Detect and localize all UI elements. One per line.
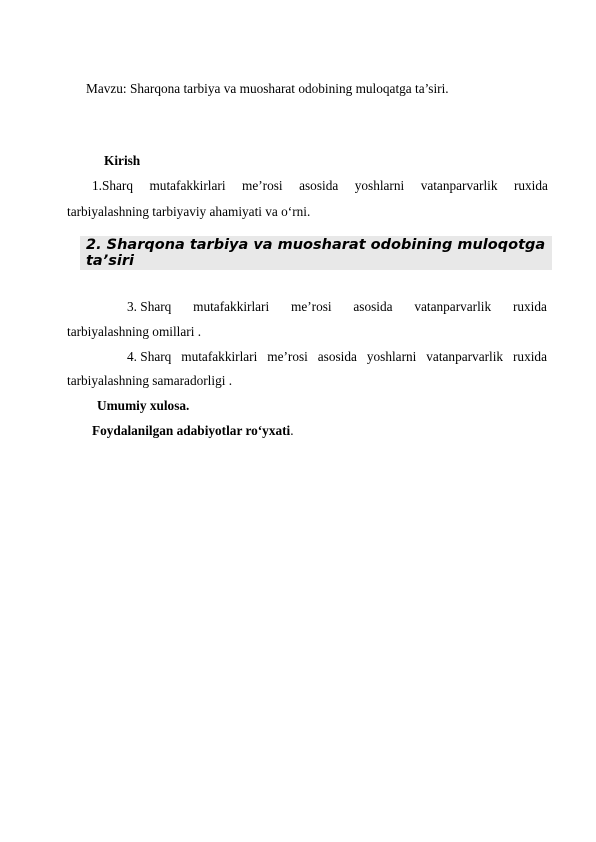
item-4-word: asosida [317, 349, 357, 364]
item-1-word: asosida [299, 178, 339, 193]
item-1-word: vatanparvarlik [420, 178, 498, 193]
item-4-word: me’rosi [267, 349, 308, 364]
item-1-word: ruxida [513, 178, 548, 193]
item-1-word: 1.Sharq [92, 178, 133, 193]
item-3-word: asosida [353, 299, 393, 314]
conclusion-heading: Umumiy xulosa. [97, 398, 190, 413]
item-4-continuation: tarbiyalashning samaradorligi . [67, 373, 233, 388]
item-4-line [127, 349, 547, 365]
intro-heading: Kirish [104, 153, 141, 168]
topic-line: Mavzu: Sharqona tarbiya va muosharat odobining muloqatga ta’siri. [86, 81, 449, 96]
references-period: . [290, 423, 294, 438]
item-1-word: mutafakkirlari [149, 178, 226, 193]
item-1-line [92, 178, 548, 194]
item-1-continuation: tarbiyalashning tarbiyaviy ahamiyati va o‘rni. [67, 204, 311, 219]
item-3-word: me’rosi [290, 299, 332, 314]
item-3-continuation: tarbiyalashning omillari . [67, 324, 202, 339]
item-3-word: mutafakkirlari [193, 299, 270, 314]
references-line [92, 423, 294, 439]
item-1-word: me’rosi [242, 178, 283, 193]
item-3-line [127, 299, 547, 315]
item-3-word: vatanparvarlik [414, 299, 492, 314]
item-4-word: yoshlarni [366, 349, 417, 364]
item-1-word: yoshlarni [354, 178, 405, 193]
item-4-word: 4. Sharq [127, 349, 172, 364]
item-4-word: vatanparvarlik [426, 349, 504, 364]
item-2-heading: 2. Sharqona tarbiya va muosharat odobining muloqotga ta’siri [86, 237, 546, 269]
item-4-word: ruxida [513, 349, 547, 364]
item-3-word: 3. Sharq [127, 299, 172, 314]
references-heading: Foydalanilgan adabiyotlar ro‘yxati [92, 423, 291, 438]
item-4-word: mutafakkirlari [181, 349, 258, 364]
item-3-word: ruxida [512, 299, 547, 314]
